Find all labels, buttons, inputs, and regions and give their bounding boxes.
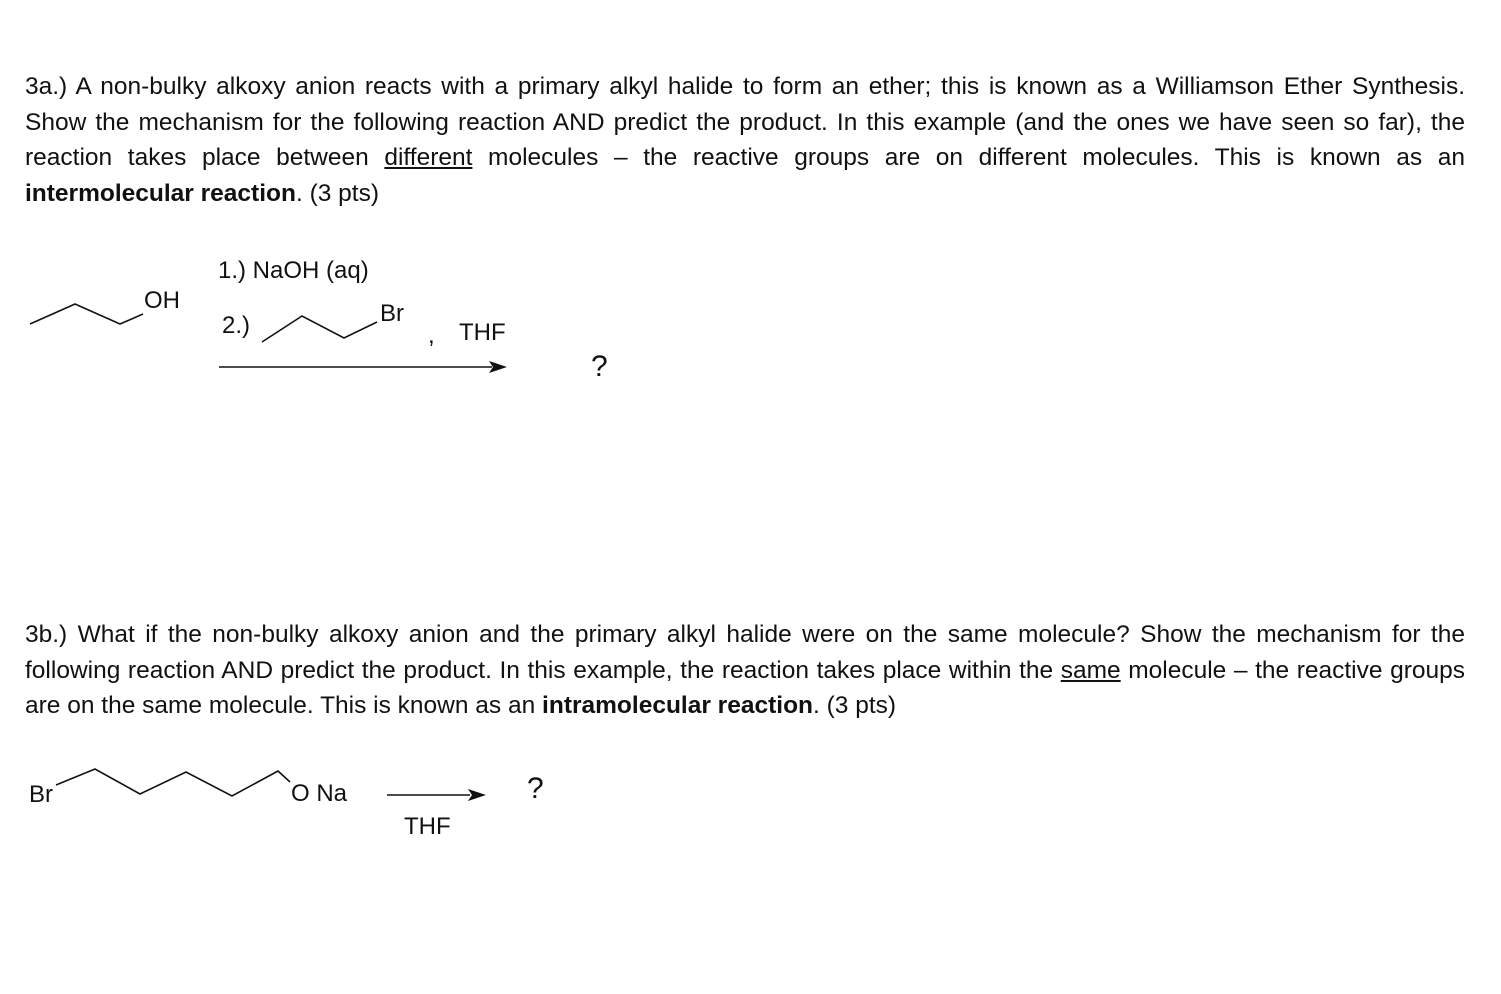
- question-3a-bold-term: intermolecular reaction: [25, 179, 296, 207]
- reaction-b-solvent: THF: [404, 813, 451, 840]
- question-3b-bold-term: intramolecular reaction: [542, 692, 813, 719]
- question-3a-points: . (3 pts): [295, 179, 379, 207]
- reaction-a-step1: 1.) NaOH (aq): [218, 257, 369, 284]
- reaction-b-product-unknown: ?: [527, 772, 544, 805]
- question-3b-text-part1: 3b.) What if the non-bulky alkoxy anion and the primary alkyl halide were on the same molecule? Show the mechanism for the following reaction AND predict the product. In this example, the reaction takes place within the: [25, 621, 1465, 684]
- reaction-a-solvent: THF: [459, 319, 506, 346]
- substrate-b-skeleton: [56, 769, 290, 796]
- question-3a-underlined-word: different: [384, 144, 473, 171]
- question-3a-text-part2: molecules – the reactive groups are on different molecules. This is known as an: [472, 144, 1465, 171]
- question-3b-points: . (3 pts): [813, 692, 897, 719]
- reaction-a-comma: ,: [428, 322, 435, 349]
- substrate-b-alkoxide-label: O Na: [291, 780, 348, 807]
- question-3b-underlined-word: same: [1060, 656, 1121, 684]
- reaction-a-step2: 2.): [222, 312, 251, 339]
- reaction-a-product-unknown: ?: [591, 350, 608, 383]
- substrate-b-bromine-label: Br: [29, 781, 53, 808]
- question-3b-text-part2: molecule – the reactive groups are on the same molecule. This is known as an: [25, 656, 1465, 719]
- reagent-a-bromine-label: Br: [380, 300, 404, 327]
- reaction-b-arrowhead: [468, 789, 486, 801]
- question-3a-text-part1: 3a.) A non-bulky alkoxy anion reacts with a primary alkyl halide to form an ether; this is known as a Williamson Ether Synthesis. Show the mechanism for the following reaction AND predict the product. In this example (and the ones we have seen so far), the reaction takes place between: [25, 73, 1465, 171]
- reactant-a-hydroxyl-label: OH: [144, 287, 180, 314]
